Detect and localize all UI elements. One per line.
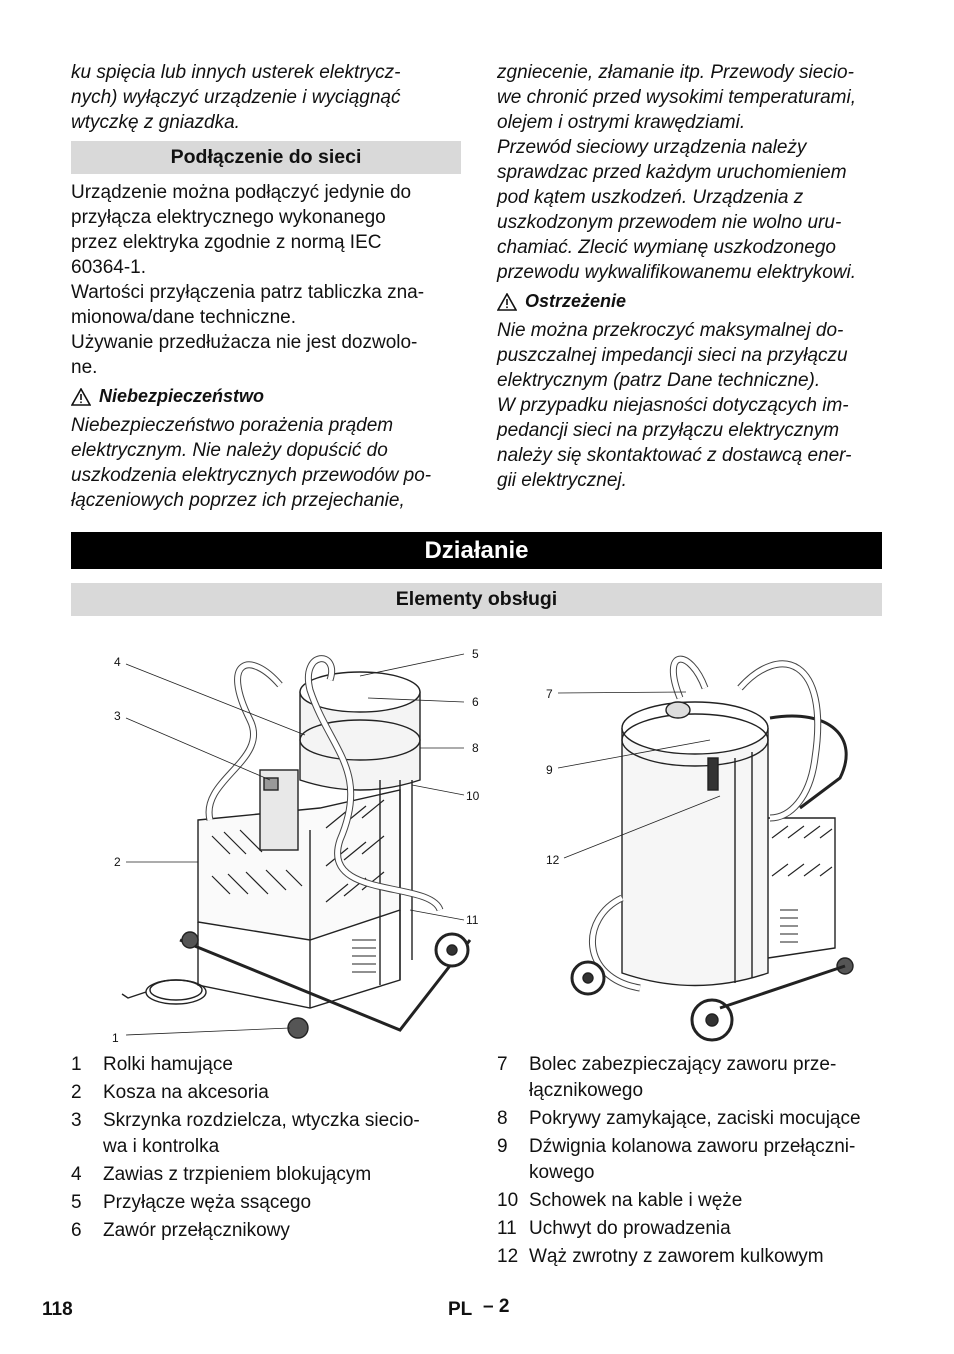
legend-item: 5 Przyłącze węża ssącego (71, 1192, 312, 1213)
legend-item: 12 Wąż zwrotny z zaworem kulkowym (497, 1246, 824, 1267)
legend-item: 8 Pokrywy zamykające, zaciski mocujące (497, 1108, 861, 1129)
warning-triangle-icon (71, 388, 91, 406)
danger-text: Niebezpieczeństwo porażenia prądem elektrycznym. Nie należy dopuścić do uszkodzenia elektrycznych przewodów po- łączeniowych poprzez ich przejechanie, (71, 415, 432, 511)
warning-triangle-icon (497, 293, 517, 311)
callout-4: 4 (114, 655, 121, 669)
section-heading-power: Podłączenie do sieci (71, 141, 461, 174)
warning-heading: Ostrzeżenie (497, 289, 887, 314)
page-number: 118 (42, 1299, 73, 1320)
left-column (71, 60, 461, 513)
legend-item: 10 Schowek na kable i węże (497, 1190, 743, 1211)
callout-11: 11 (466, 913, 479, 927)
legend-item: 11 Uchwyt do prowadzenia (497, 1218, 731, 1239)
callout-9: 9 (546, 763, 553, 777)
legend-item: 9 Dźwignia kolanowa zaworu przełączni- kowego (497, 1136, 856, 1183)
chapter-title: Działanie (71, 532, 882, 569)
legend-item: 7 Bolec zabezpieczający zaworu prze- łącznikowego (497, 1054, 837, 1101)
callout-10: 10 (466, 789, 480, 803)
legend-item: 3 Skrzynka rozdzielcza, wtyczka siecio- wa i kontrolka (71, 1110, 420, 1157)
right-column (497, 60, 887, 493)
subsection-title: Elementy obsługi (71, 583, 882, 616)
callout-3: 3 (114, 709, 121, 723)
legend-item: 6 Zawór przełącznikowy (71, 1220, 290, 1241)
callout-8: 8 (472, 741, 479, 755)
callout-6: 6 (472, 695, 479, 709)
power-body: Urządzenie można podłączyć jedynie do przyłącza elektrycznego wykonanego przez elektryka zgodnie z normą IEC 60364-1. Wartości przyłączenia patrz tabliczka zna- mionowa/dane techniczne. Używanie przedłużacza nie jest dozwolo- ne. (71, 182, 425, 378)
intro-text: ku spięcia lub innych usterek elektrycz- nych) wyłączyć urządzenie i wyciągnąć wtyczkę z gniazdka. (71, 62, 401, 133)
callout-12: 12 (546, 853, 560, 867)
legend-item: 2 Kosza na akcesoria (71, 1082, 269, 1103)
vacuum-right-illustration (540, 648, 870, 1046)
danger-heading: Niebezpieczeństwo (71, 384, 461, 409)
footer-subpage: – 2 (483, 1296, 510, 1317)
callout-1: 1 (112, 1031, 119, 1045)
footer-lang: PL (448, 1299, 473, 1320)
cable-care-text: zgniecenie, złamanie itp. Przewody siecio- we chronić przed wysokimi temperaturami, olejem i ostrymi krawędziami. Przewód sieciowy urządzenia należy sprawdzac przed każdym uruchomieniem pod kątem uszkodzeń. Urządzenia z uszkodzonym przewodem nie wolno uru- chamiać. Zlecić wymianę uszkodzonego przewodu wykwalifikowanemu elektrykowi. (497, 62, 857, 283)
legend-left (71, 1052, 461, 1244)
warning-text: Nie można przekroczyć maksymalnej do- puszczalnej impedancji sieci na przyłączu elektrycznym (patrz Dane techniczne). W przypadku niejasności dotyczących im- pedancji sieci na przyłączu elektrycznym należy się skontaktować z dostawcą ener- gii elektrycznej. (497, 320, 852, 491)
callout-5: 5 (472, 647, 479, 661)
vacuum-left-illustration (100, 640, 490, 1050)
callout-2: 2 (114, 855, 121, 869)
legend-item: 1 Rolki hamujące (71, 1054, 233, 1075)
legend-right (497, 1052, 892, 1270)
callout-7: 7 (546, 687, 553, 701)
legend-item: 4 Zawias z trzpieniem blokującym (71, 1164, 372, 1185)
